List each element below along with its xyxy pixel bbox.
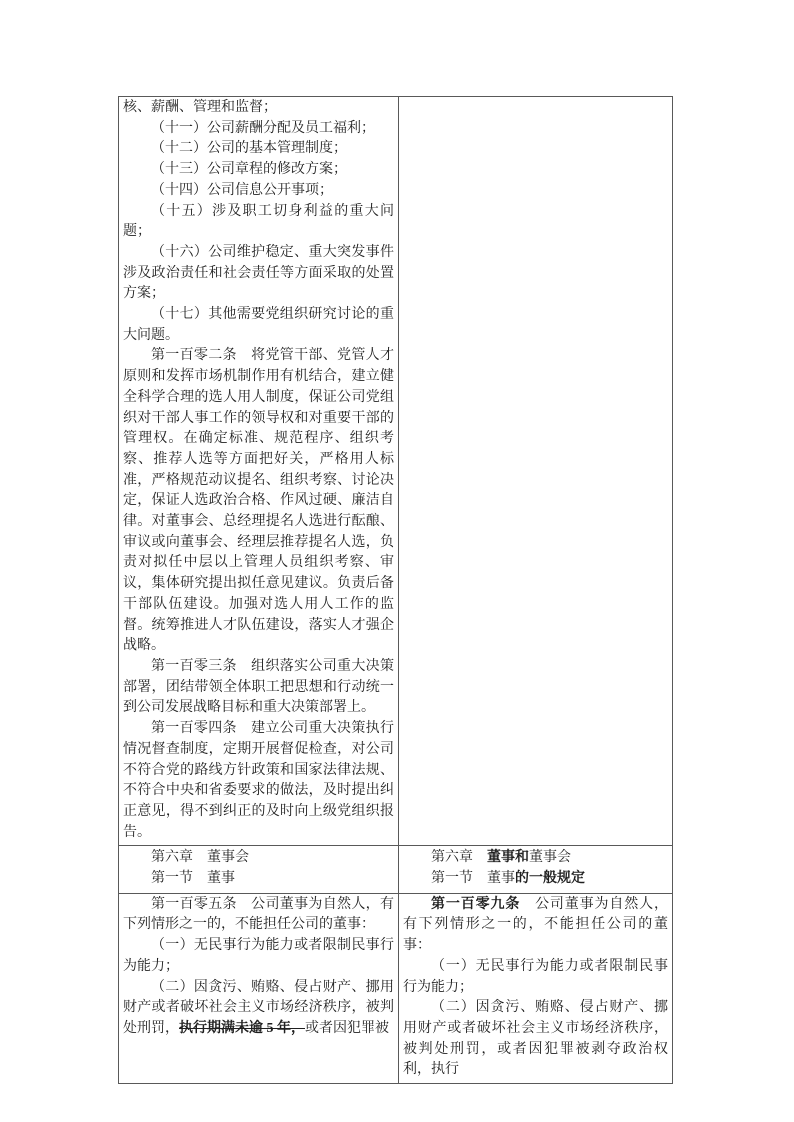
comparison-table [118, 96, 673, 1084]
paragraph [123, 869, 394, 890]
cell-left [119, 893, 399, 1083]
text-run: （十三）公司章程的修改方案； [151, 162, 347, 178]
text-run: 公司董事为自然人，有下列情形之一的，不能担任公司的董事： [403, 896, 669, 954]
text-run: 第一百零四条 建立公司重大决策执行情况督查制度，定期开展督促检查，对公司不符合党的路线方针政策和国家法律法规、不符合中央和省委要求的做法，及时提出纠正意见，得不到纠正的及时向上级党组织报告。 [123, 721, 394, 840]
continuation-row [119, 97, 673, 846]
text-run: 第六章 董事会 [151, 850, 249, 866]
emphasized-text: 第一百零九条 [431, 896, 521, 912]
paragraph [123, 895, 394, 936]
chapter-heading-row [119, 846, 673, 893]
text-run: （二）因贪污、贿赂、侵占财产、挪用财产或者破坏社会主义市场经济秩序，被判处刑罚，或者因犯罪被剥夺政治权利，执行 [403, 1000, 668, 1078]
deleted-text: 执行期满未逾 5 年， [179, 1020, 305, 1036]
paragraph [403, 895, 668, 957]
text-run: （一）无民事行为能力或者限制民事行为能力； [123, 938, 394, 974]
paragraph [123, 119, 394, 140]
paragraph [403, 848, 668, 869]
text-run: （十二）公司的基本管理制度； [151, 141, 347, 157]
text-run: 第一节 董事 [151, 871, 235, 887]
paragraph [123, 978, 394, 1040]
text-run: （十四）公司信息公开事项； [151, 182, 333, 198]
paragraph [403, 957, 668, 998]
text-run: （十六）公司维护稳定、重大突发事件涉及政治责任和社会责任等方面采取的处置方案； [123, 244, 394, 302]
text-run: 或者因犯罪被 [305, 1020, 389, 1036]
paragraph [123, 657, 394, 719]
paragraph [123, 936, 394, 977]
text-run: （十七）其他需要党组织研究讨论的重大问题。 [123, 307, 394, 343]
paragraph [123, 202, 394, 243]
paragraph [123, 181, 394, 202]
paragraph [403, 998, 668, 1081]
cell-left [119, 846, 399, 893]
emphasized-text: 的一般规定 [515, 871, 585, 887]
text-run: （十五）涉及职工切身利益的重大问题； [123, 203, 394, 240]
text-run: 第六章 [431, 850, 487, 866]
paragraph [123, 243, 394, 305]
text-run: 第一百零五条 公司董事为自然人，有下列情形之一的，不能担任公司的董事： [123, 896, 394, 933]
cell-right [399, 846, 673, 893]
article-row [119, 893, 673, 1083]
paragraph [123, 139, 394, 160]
emphasized-text: 董事和 [487, 850, 529, 866]
text-run: （一）无民事行为能力或者限制民事行为能力； [403, 958, 668, 995]
paragraph [123, 719, 394, 843]
paragraph [123, 98, 394, 119]
cell-left [119, 97, 399, 846]
comparison-table-body [119, 97, 673, 1084]
text-run: 董事会 [529, 850, 571, 866]
paragraph [123, 160, 394, 181]
cell-right [399, 97, 673, 846]
paragraph [403, 869, 668, 890]
text-run: 核、薪酬、管理和监督； [123, 100, 277, 115]
text-run: 第一节 董事 [431, 871, 515, 887]
paragraph [123, 848, 394, 869]
cell-right [399, 893, 673, 1083]
paragraph [123, 346, 394, 657]
text-run: 第一百零二条 将党管干部、党管人才原则和发挥市场机制作用有机结合，建立健全科学合理的选人用人制度，保证公司党组织对干部人事工作的领导权和对重要干部的管理权。在确定标准、规范程序、组织考察、推荐人选等方面把好关，严格用人标准，严格规范动议提名、组织考察、讨论决定，保证人选政治合格、作风过硬、廉洁自律。对董事会、总经理提名人选进行酝酿、审议或向董事会、经理层推荐提名人选，负责对拟任中层以上管理人员组织考察、审议，集体研究提出拟任意见建议。负责后备干部队伍建设。加强对选人用人工作的监督。统筹推进人才队伍建设，落实人才强企战略。 [123, 348, 394, 654]
text-run: （二）因贪污、贿赂、侵占财产、挪用财产或者破坏社会主义市场经济秩序，被判处刑罚， [123, 979, 394, 1036]
text-run: （十一）公司薪酬分配及员工福利； [151, 120, 375, 136]
text-run: 第一百零三条 组织落实公司重大决策部署，团结带领全体职工把思想和行动统一到公司发展战略目标和重大决策部署上。 [123, 658, 394, 716]
paragraph [123, 305, 394, 346]
